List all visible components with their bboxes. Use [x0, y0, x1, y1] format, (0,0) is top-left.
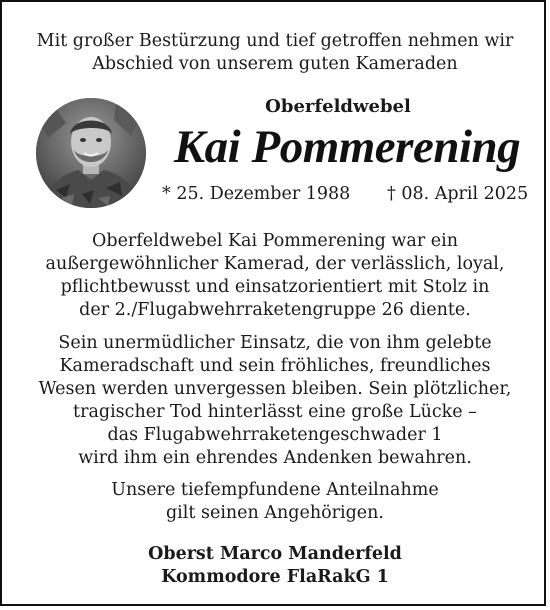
death-date: † 08. April 2025 [387, 184, 529, 204]
paragraph-line: tragischer Tod hinterlässt eine große Lücke – [73, 402, 477, 422]
tribute-paragraph [2, 332, 548, 470]
tribute-paragraph [2, 230, 548, 322]
paragraph-line: Unsere tiefempfundene Anteilnahme [111, 480, 439, 500]
signatory-name: Oberst Marco Manderfeld [148, 544, 402, 564]
paragraph-line: der 2./Flugabwehrraketengruppe 26 diente. [79, 300, 471, 320]
paragraph-line: pflichtbewusst und einsatzorientiert mit Stolz in [60, 277, 490, 297]
paragraph-line: gilt seinen Angehörigen. [165, 503, 384, 523]
paragraph-line: das Flugabwehrraketengeschwader 1 [107, 425, 443, 445]
portrait-photo [36, 98, 146, 208]
paragraph-line: Oberfeldwebel Kai Pommerening war ein [92, 231, 458, 251]
birth-date: * 25. Dezember 1988 [162, 184, 351, 204]
signature-block [2, 543, 548, 588]
paragraph-line: außergewöhnlicher Kamerad, der verlässlich, loyal, [45, 254, 505, 274]
deceased-name: Kai Pommerening [173, 121, 521, 173]
paragraph-line: Kameradschaft und sein fröhliches, freundliches [59, 356, 491, 376]
signatory-title: Kommodore FlaRakG 1 [161, 566, 389, 587]
intro-line: Abschied von unserem guten Kameraden [92, 54, 458, 74]
rank-label: Oberfeldwebel [265, 96, 411, 117]
condolence-paragraph [2, 479, 548, 525]
paragraph-line: Wesen werden unvergessen bleiben. Sein plötzlicher, [38, 379, 512, 399]
intro-line: Mit großer Bestürzung und tief getroffen nehmen wir [36, 31, 514, 51]
paragraph-line: wird ihm ein ehrendes Andenken bewahren. [78, 448, 472, 468]
portrait-photo-icon [36, 98, 146, 208]
intro-text [2, 30, 548, 76]
paragraph-line: Sein unermüdlicher Einsatz, die von ihm gelebte [58, 333, 492, 353]
